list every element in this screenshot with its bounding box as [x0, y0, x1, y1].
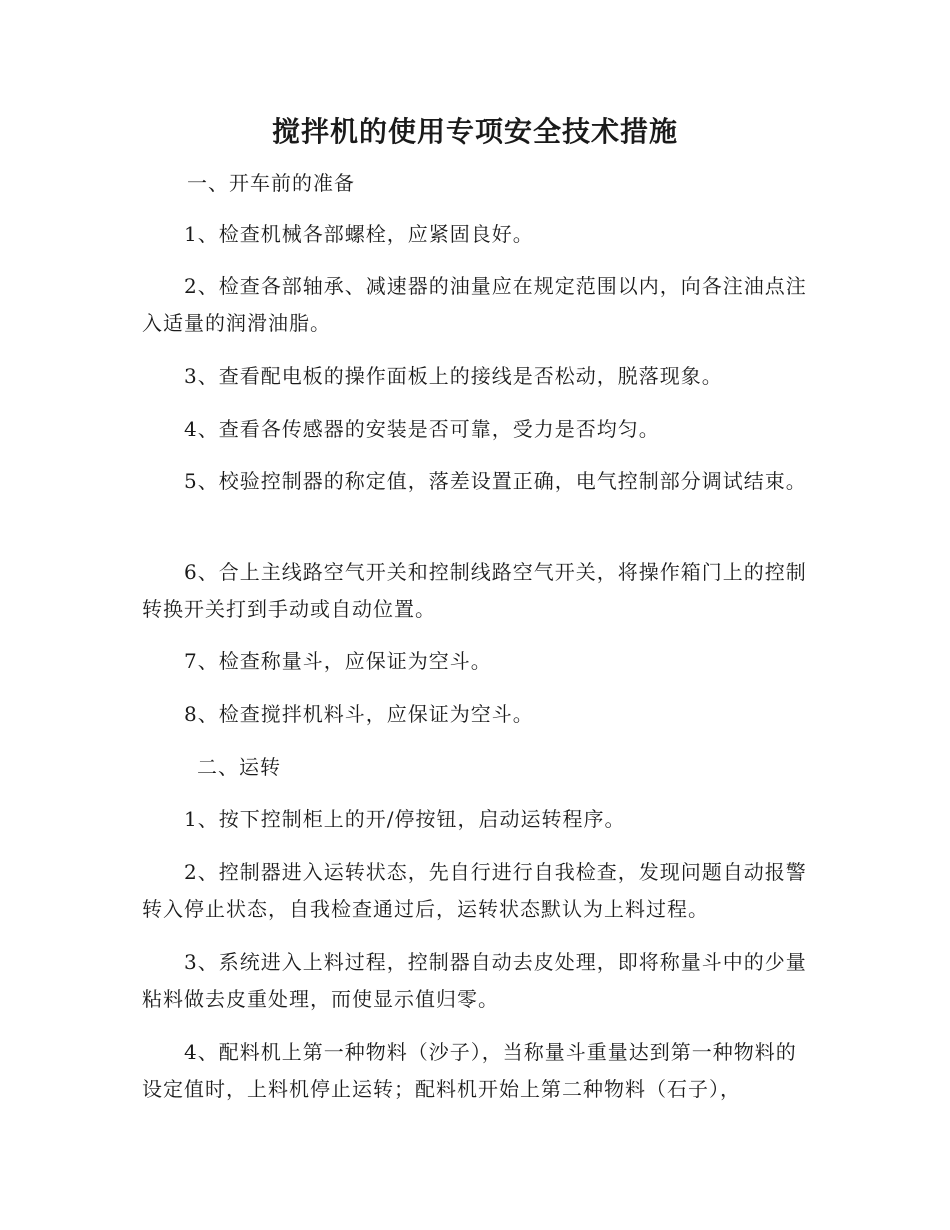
paragraph: 5、校验控制器的称定值，落差设置正确，电气控制部分调试结束。: [184, 469, 807, 493]
section-heading-operation: 二、运转: [197, 755, 281, 779]
paragraph: 1、检查机械各部螺栓，应紧固良好。: [184, 222, 534, 246]
section-heading-preparation: 一、开车前的准备: [187, 171, 355, 195]
paragraph: 2、控制器进入运转状态，先自行进行自我检查，发现问题自动报警转入停止状态，自我检查通过后，运转状态默认为上料过程。: [142, 860, 807, 921]
paragraph: 6、合上主线路空气开关和控制线路空气开关，将操作箱门上的控制转换开关打到手动或自动位置。: [142, 560, 807, 621]
paragraph: 7、检查称量斗，应保证为空斗。: [184, 649, 492, 673]
paragraph: 8、检查搅拌机料斗，应保证为空斗。: [184, 702, 534, 726]
paragraph: 1、按下控制柜上的开/停按钮，启动运转程序。: [184, 807, 626, 831]
paragraph: 4、配料机上第一种物料（沙子），当称量斗重量达到第一种物料的设定值时，上料机停止运转；配料机开始上第二种物料（石子），: [142, 1040, 797, 1101]
paragraph: 2、检查各部轴承、减速器的油量应在规定范围以内，向各注油点注入适量的润滑油脂。: [142, 274, 807, 335]
document-title: 搅拌机的使用专项安全技术措施: [271, 115, 678, 148]
paragraph: 3、系统进入上料过程，控制器自动去皮处理，即将称量斗中的少量粘料做去皮重处理，而使显示值归零。: [142, 950, 807, 1011]
paragraph: 4、查看各传感器的安装是否可靠，受力是否均匀。: [184, 417, 660, 441]
paragraph: 3、查看配电板的操作面板上的接线是否松动，脱落现象。: [184, 364, 723, 388]
